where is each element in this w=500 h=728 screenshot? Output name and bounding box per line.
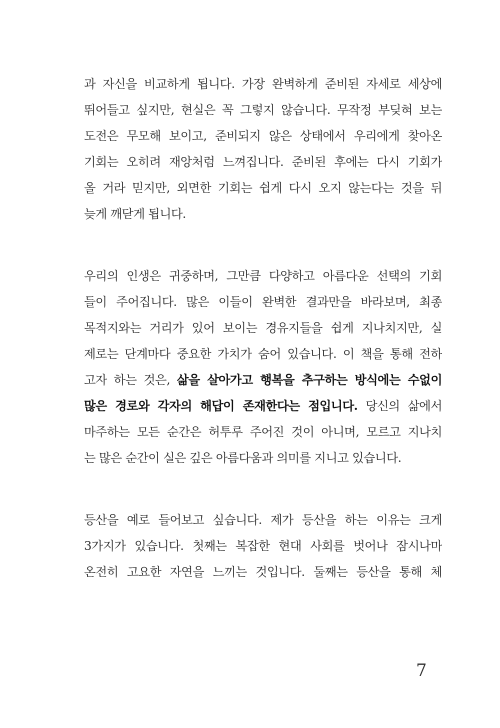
paragraph-1-line-2: 뛰어들고 싶지만, 현실은 꼭 그렇지 않습니다. 무작정 부딪혀 보는 <box>84 103 442 117</box>
paragraph-2-line-5-text: 고자 하는 것은, <box>84 373 177 387</box>
paragraph-2-line-6-tail: 당신의 삶에서 <box>357 399 442 413</box>
paragraph-1-line-4: 기회는 오히려 재앙처럼 느껴집니다. 준비된 후에는 다시 기회가 <box>84 155 442 169</box>
paragraph-2-line-5 <box>84 372 442 388</box>
paragraph-1-line-1: 과 자신을 비교하게 됩니다. 가장 완벽하게 준비된 자세로 세상에 <box>84 77 442 91</box>
paragraph-2-line-8: 는 많은 순간이 실은 깊은 아름다움과 의미를 지니고 있습니다. <box>84 451 402 465</box>
emphasis-text-1: 삶을 살아가고 행복을 추구하는 방식에는 수없이 <box>176 373 442 387</box>
paragraph-2-line-7: 마주하는 모든 순간은 허투루 주어진 것이 아니며, 모르고 지나치 <box>84 425 442 439</box>
paragraph-1-line-3: 도전은 무모해 보이고, 준비되지 않은 상태에서 우리에게 찾아온 <box>84 129 442 143</box>
paragraph-2-line-3: 목적지와는 거리가 있어 보이는 경유지들을 쉽게 지나치지만, 실 <box>84 321 442 335</box>
paragraph-2-line-4: 제로는 단계마다 중요한 가치가 숨어 있습니다. 이 책을 통해 전하 <box>84 347 442 361</box>
page-number: 7 <box>416 661 427 681</box>
emphasis-text-2: 많은 경로와 각자의 해답이 존재한다는 점입니다. <box>84 399 358 413</box>
paragraph-2-line-6 <box>84 398 442 414</box>
paragraph-3-line-3: 온전히 고요한 자연을 느끼는 것입니다. 둘째는 등산을 통해 체 <box>84 565 442 579</box>
paragraph-1-line-6: 늦게 깨닫게 됩니다. <box>84 207 186 221</box>
paragraph-3-line-2: 3가지가 있습니다. 첫째는 복잡한 현대 사회를 벗어나 잠시나마 <box>84 539 442 553</box>
paragraph-1-line-5: 올 거라 믿지만, 외면한 기회는 쉽게 다시 오지 않는다는 것을 뒤 <box>84 181 442 195</box>
paragraph-3-line-1: 등산을 예로 들어보고 싶습니다. 제가 등산을 하는 이유는 크게 <box>84 513 442 527</box>
paragraph-2-line-1: 우리의 인생은 귀중하며, 그만큼 다양하고 아름다운 선택의 기회 <box>84 269 442 283</box>
paragraph-2-line-2: 들이 주어집니다. 많은 이들이 완벽한 결과만을 바라보며, 최종 <box>84 295 442 309</box>
